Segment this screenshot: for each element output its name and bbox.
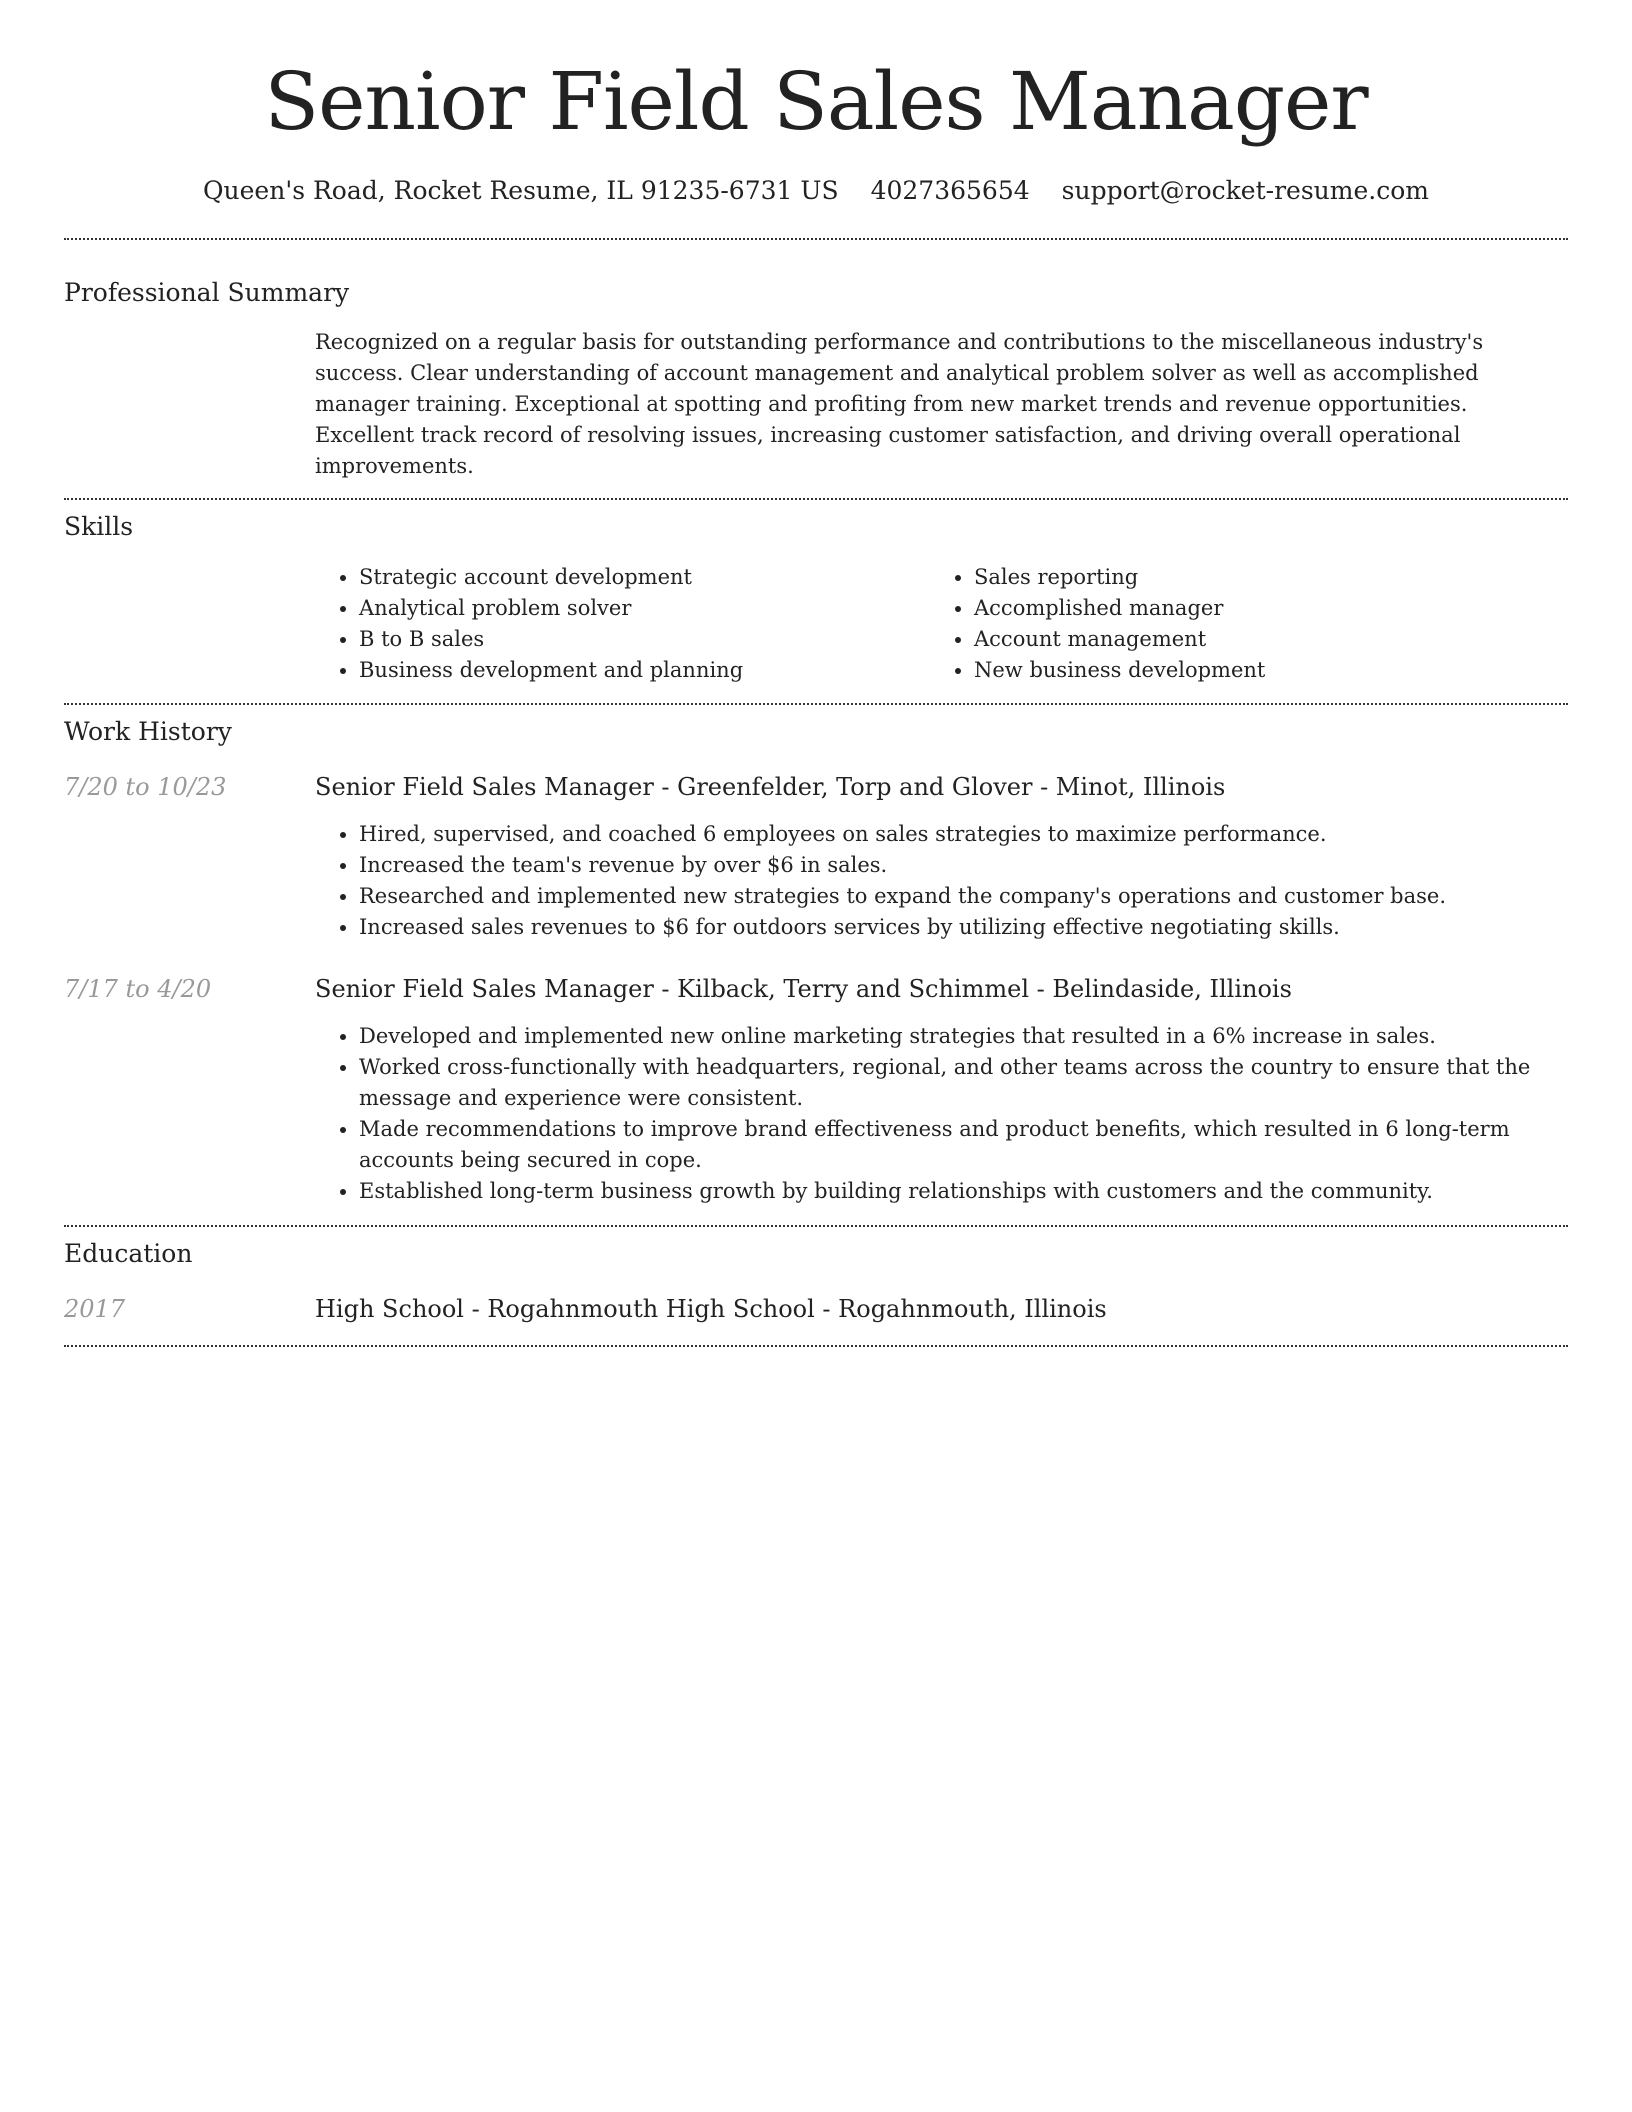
skill-item: • Business development and planning	[359, 655, 930, 686]
skill-item: • New business development	[974, 655, 1545, 686]
job-heading: Senior Field Sales Manager - Kilback, Terry and Schimmel - Belindaside, Illinois	[315, 975, 1292, 1003]
contact-email: support@rocket-resume.com	[1061, 176, 1429, 205]
job-bullet: • Hired, supervised, and coached 6 employees on sales strategies to maximize performance.	[359, 819, 1568, 850]
job-bullet: • Increased sales revenues to $6 for outdoors services by utilizing effective negotiating skills.	[359, 912, 1568, 943]
resume-title: Senior Field Sales Manager	[264, 55, 1368, 148]
skills-column-left	[315, 562, 930, 686]
job-bullet: • Worked cross-functionally with headquarters, regional, and other teams across the country to ensure that the message and experience were consistent.	[359, 1052, 1568, 1114]
job-bullet: • Established long-term business growth by building relationships with customers and the community.	[359, 1176, 1568, 1207]
job-bullet: • Made recommendations to improve brand effectiveness and product benefits, which resulted in 6 long-term accounts being secured in cope.	[359, 1114, 1568, 1176]
education-date: 2017	[64, 1295, 126, 1323]
education-section	[64, 1227, 1568, 1325]
job-bullet: • Developed and implemented new online marketing strategies that resulted in a 6% increase in sales.	[359, 1021, 1568, 1052]
skills-heading: Skills	[64, 512, 134, 541]
skill-item: • Strategic account development	[359, 562, 930, 593]
contact-address: Queen's Road, Rocket Resume, IL 91235-6731 US	[203, 176, 839, 205]
skills-column-right	[930, 562, 1545, 686]
work-section	[64, 705, 1568, 1207]
job-bullet: • Increased the team's revenue by over $6 in sales.	[359, 850, 1568, 881]
contact-line	[64, 174, 1568, 208]
job-entry	[64, 771, 1568, 943]
education-heading: Education	[64, 1239, 193, 1268]
skill-item: • Account management	[974, 624, 1545, 655]
summary-text: Recognized on a regular basis for outstanding performance and contributions to the miscellaneous industry's success. Clear understanding of account management and analytical problem solver as well as accomplished manager training. Exceptional at spotting and profiting from new market trends and revenue opportunities. Excellent track record of resolving issues, increasing customer satisfaction, and driving overall operational improvements.	[315, 330, 1484, 478]
summary-section	[64, 240, 1568, 482]
skill-item: • Accomplished manager	[974, 593, 1545, 624]
education-heading-line: High School - Rogahnmouth High School - Rogahnmouth, Illinois	[315, 1295, 1107, 1323]
job-dates: 7/17 to 4/20	[64, 975, 212, 1003]
job-dates: 7/20 to 10/23	[64, 773, 227, 801]
summary-heading: Professional Summary	[64, 278, 350, 307]
section-divider	[64, 1345, 1568, 1347]
job-heading: Senior Field Sales Manager - Greenfelder, Torp and Glover - Minot, Illinois	[315, 773, 1226, 801]
skills-section	[64, 500, 1568, 686]
resume-page	[64, 0, 1568, 1347]
skill-item: • B to B sales	[359, 624, 930, 655]
job-entry	[64, 973, 1568, 1207]
work-heading: Work History	[64, 717, 232, 746]
contact-phone: 4027365654	[870, 176, 1030, 205]
skill-item: • Sales reporting	[974, 562, 1545, 593]
job-bullet: • Researched and implemented new strategies to expand the company's operations and customer base.	[359, 881, 1568, 912]
skill-item: • Analytical problem solver	[359, 593, 930, 624]
